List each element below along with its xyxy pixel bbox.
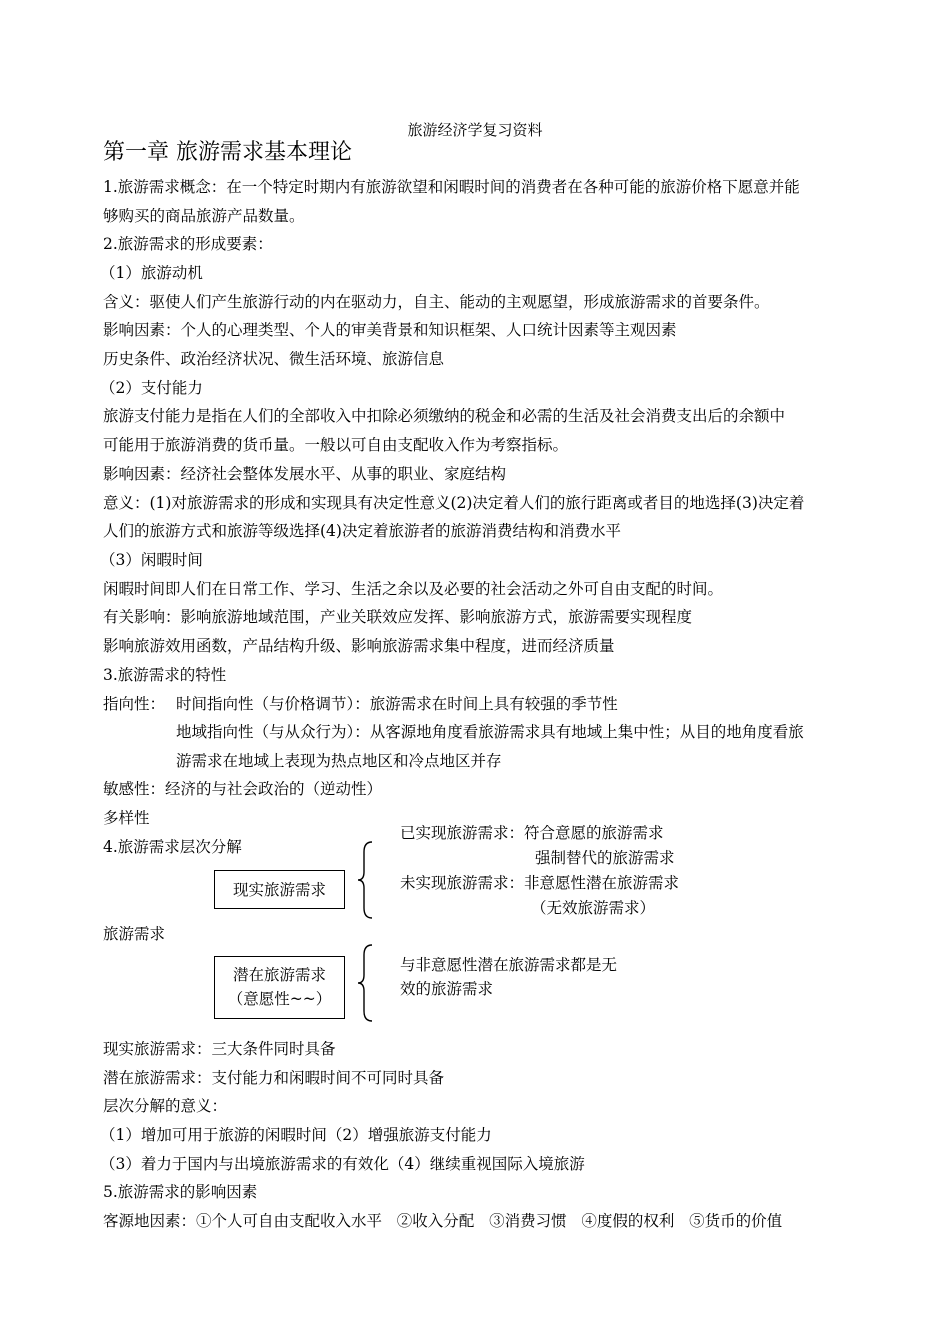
potential-demand-box: [214, 956, 345, 1019]
text-line: 客源地因素：①个人可自由支配收入水平 ②收入分配 ③消费习惯 ④度假的权利 ⑤货币的价值: [103, 1212, 783, 1230]
text-line: （2）支付能力: [100, 379, 203, 397]
invalid-demand: （无效旅游需求）: [531, 899, 656, 917]
text-line: 2.旅游需求的形成要素：: [103, 235, 273, 253]
text-line: 历史条件、政治经济状况、微生活环境、旅游信息: [103, 350, 445, 368]
directional-label: 指向性：: [103, 695, 166, 713]
diagram-root: 旅游需求: [103, 925, 166, 943]
time-directional: 时间指向性（与价格调节）：旅游需求在时间上具有较强的季节性: [176, 695, 618, 713]
realized-demand: 已实现旅游需求：符合意愿的旅游需求: [400, 824, 664, 842]
text-line: 闲暇时间即人们在日常工作、学习、生活之余以及必要的社会活动之外可自由支配的时间。: [103, 580, 724, 598]
forced-demand: 强制替代的旅游需求: [535, 849, 675, 867]
text-line: （3）着力于国内与出境旅游需求的有效化（4）继续重视国际入境旅游: [100, 1155, 585, 1173]
text-line: 潜在旅游需求：支付能力和闲暇时间不可同时具备: [103, 1069, 445, 1087]
text-line: 有关影响：影响旅游地域范围，产业关联效应发挥、影响旅游方式，旅游需要实现程度: [103, 608, 693, 626]
section-heading: 4.旅游需求层次分解: [103, 838, 242, 856]
text-line: 1.旅游需求概念：在一个特定时期内有旅游欲望和闲暇时间的消费者在各种可能的旅游价格下愿意并能: [103, 178, 800, 196]
text-line: （1）增加可用于旅游的闲暇时间（2）增强旅游支付能力: [100, 1126, 492, 1144]
region-directional-cont: 游需求在地域上表现为热点地区和冷点地区并存: [176, 752, 502, 770]
potential-demand-sublabel: （意愿性~~）: [227, 990, 332, 1008]
text-line: （1）旅游动机: [100, 264, 203, 282]
brace-upper: [356, 840, 376, 920]
real-demand-label: 现实旅游需求: [232, 881, 326, 899]
text-line: 现实旅游需求：三大条件同时具备: [103, 1040, 336, 1058]
brace-lower: [356, 943, 376, 1023]
text-line: 可能用于旅游消费的货币量。一般以可自由支配收入作为考察指标。: [103, 436, 569, 454]
text-line: 影响因素：经济社会整体发展水平、从事的职业、家庭结构: [103, 465, 507, 483]
potential-note: 与非意愿性潜在旅游需求都是无: [400, 956, 618, 974]
diversity-line: 多样性: [103, 809, 150, 827]
text-line: 影响因素：个人的心理类型、个人的审美背景和知识框架、人口统计因素等主观因素: [103, 321, 677, 339]
real-demand-box: [214, 870, 345, 909]
text-line: 影响旅游效用函数，产品结构升级、影响旅游需求集中程度，进而经济质量: [103, 637, 615, 655]
region-directional: 地域指向性（与从众行为）：从客源地角度看旅游需求具有地域上集中性；从目的地角度看旅: [176, 723, 804, 741]
text-line: 3.旅游需求的特性: [103, 666, 227, 684]
text-line: （3）闲暇时间: [100, 551, 203, 569]
text-line: 旅游支付能力是指在人们的全部收入中扣除必须缴纳的税金和必需的生活及社会消费支出后的余额中: [103, 407, 786, 425]
potential-demand-label: 潜在旅游需求: [232, 966, 326, 984]
text-line: 5.旅游需求的影响因素: [103, 1183, 258, 1201]
chapter-heading: 第一章 旅游需求基本理论: [103, 140, 352, 165]
text-line: 人们的旅游方式和旅游等级选择(4)决定着旅游者的旅游消费结构和消费水平: [103, 522, 621, 540]
text-line: 意义：(1)对旅游需求的形成和实现具有决定性意义(2)决定着人们的旅行距离或者目的地选择(3)决定着: [103, 494, 805, 512]
text-line: 含义：驱使人们产生旅游行动的内在驱动力，自主、能动的主观愿望，形成旅游需求的首要条件。: [103, 293, 770, 311]
document-title: 旅游经济学复习资料: [407, 121, 543, 139]
text-line: 层次分解的意义：: [103, 1097, 228, 1115]
potential-note-cont: 效的旅游需求: [400, 980, 494, 998]
sensitivity-line: 敏感性：经济的与社会政治的（逆动性）: [103, 780, 383, 798]
text-line: 够购买的商品旅游产品数量。: [103, 207, 305, 225]
unrealized-demand: 未实现旅游需求：非意愿性潜在旅游需求: [400, 874, 680, 892]
